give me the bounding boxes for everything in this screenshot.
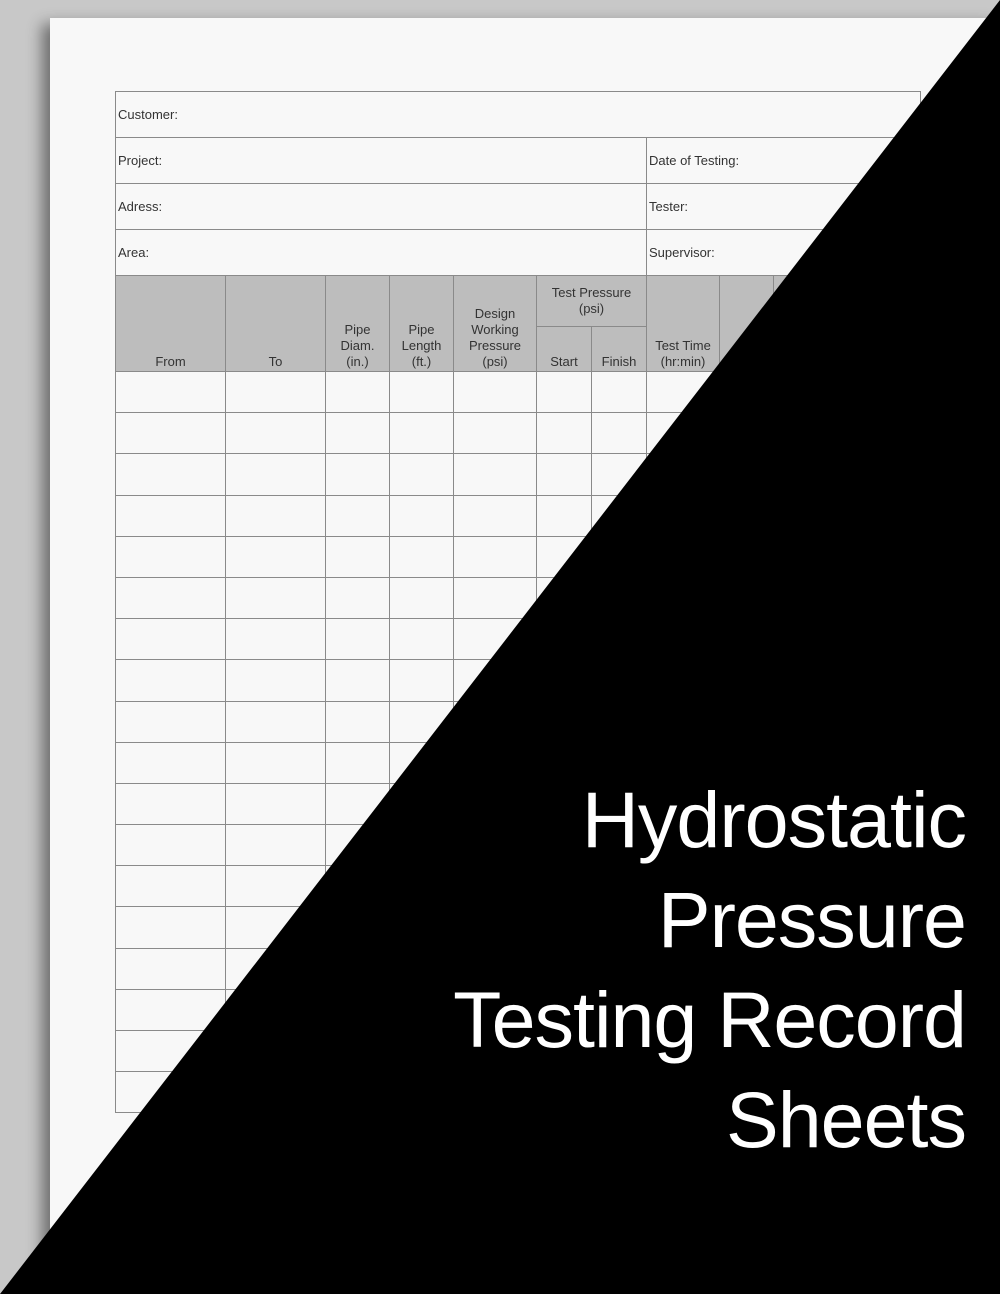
supervisor-label: Supervisor: — [649, 245, 715, 260]
title-line-4: Sheets — [726, 1075, 966, 1164]
customer-label: Customer: — [118, 107, 178, 122]
cover-title — [266, 770, 966, 1170]
tester-label: Tester: — [649, 199, 689, 214]
col-header-design-working-pressure: Design Working Pressure (psi) — [454, 276, 537, 372]
project-label: Project: — [118, 153, 163, 168]
title-line-2: Pressure — [657, 875, 966, 964]
title-line-1: Hydrostatic — [581, 775, 966, 864]
col-header-from: From — [116, 276, 226, 372]
col-header-start: Start — [537, 327, 592, 372]
col-header-pipe-diam: Pipe Diam. (in.) — [326, 276, 390, 372]
date-of-testing-label: Date of Testing: — [649, 153, 740, 168]
area-label: Area: — [118, 245, 150, 260]
address-label: Adress: — [118, 199, 163, 214]
title-line-3: Testing Record — [453, 975, 966, 1064]
col-header-test-pressure: Test Pressure (psi) — [537, 276, 647, 327]
col-header-to: To — [226, 276, 326, 372]
col-header-finish: Finish — [592, 327, 647, 372]
col-header-test-time: Test Time (hr:min) — [647, 276, 720, 372]
col-header-pipe-length: Pipe Length (ft.) — [390, 276, 454, 372]
